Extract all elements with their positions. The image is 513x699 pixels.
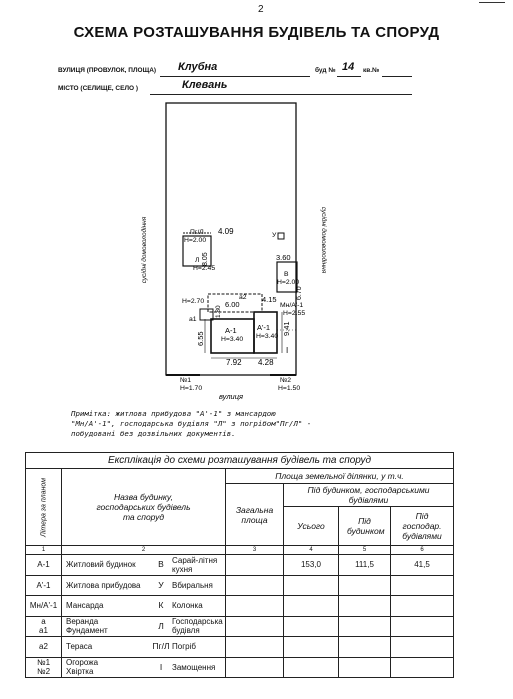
col-name-header: Назва будинку, господарських будівель та споруд [62, 469, 226, 546]
table-row [26, 616, 454, 637]
row-code: Мн/А'-1 [26, 596, 62, 617]
col-total-header: Загальна площа [226, 484, 284, 546]
row-code: №1 №2 [26, 657, 62, 678]
row-house [339, 616, 391, 637]
label-h340b: Н=3.40 [256, 333, 279, 340]
street-label: ВУЛИЦЯ (ПРОВУЛОК, ПЛОЩА) [58, 67, 157, 74]
row-all [284, 596, 339, 617]
row-farm [391, 637, 454, 658]
label-v: В [284, 271, 289, 278]
page-number: 2 [258, 4, 264, 15]
label-409: 4.09 [218, 227, 234, 236]
col-under-house-header: Під будинком [339, 507, 391, 546]
row-name: Веранда Фундамент Л Господарська будівля [62, 616, 226, 637]
label-600: 6.00 [225, 300, 240, 309]
label-h150: Н=1.50 [278, 385, 301, 392]
col-num: 4 [284, 546, 339, 555]
label-a1-small: а1 [189, 316, 197, 323]
label-h200a: Н=2.00 [184, 237, 207, 244]
apartment-label: кв.№ [363, 67, 380, 74]
col-under-farm-header: Під господар. будівлями [391, 507, 454, 546]
label-655: 6.55 [196, 331, 205, 346]
row-house [339, 637, 391, 658]
label-i: I [286, 346, 289, 355]
row-farm [391, 575, 454, 596]
row-farm [391, 596, 454, 617]
label-792: 7.92 [226, 358, 242, 367]
label-805: 8.05 [202, 252, 209, 266]
city-value: Клевань [182, 79, 228, 91]
table-row [26, 575, 454, 596]
label-u: У [272, 232, 277, 239]
label-h340a: Н=3.40 [221, 336, 244, 343]
label-h170: Н=1.70 [180, 385, 203, 392]
note-line-1: Примітка: житлова прибудова "А'-1" з мансардою [71, 409, 276, 418]
label-h200b: Н=2.00 [277, 279, 300, 286]
row-code: а а1 [26, 616, 62, 637]
row-all [284, 637, 339, 658]
city-label: МІСТО (СЕЛИЩЕ, СЕЛО ) [58, 85, 139, 92]
table-row [26, 555, 454, 576]
label-n2: №2 [280, 377, 292, 384]
explication-table [25, 452, 454, 678]
col-num: 3 [226, 546, 284, 555]
street-value: Клубна [178, 61, 218, 73]
col-num: 6 [391, 546, 454, 555]
row-all [284, 616, 339, 637]
row-total [226, 575, 284, 596]
row-all [284, 657, 339, 678]
label-670: 6.70 [296, 286, 303, 300]
building-label: буд № [315, 67, 336, 74]
toilet-u [278, 233, 284, 239]
label-pg-l: Пг/Л [190, 229, 204, 236]
row-total [226, 555, 284, 576]
label-360: 3.60 [276, 253, 291, 262]
note-line-2: "Мн/А'-1", господарська будівля "Л" з погрібом"Пг/Л" - [71, 419, 312, 428]
row-name: Мансарда К Колонка [62, 596, 226, 617]
table-title: Експлікація до схеми розташування будівель та споруд [26, 453, 454, 469]
label-mn-a1: Мн/А'-1 [280, 302, 304, 309]
col-letter-header: Літера за планом [26, 469, 62, 546]
label-h245: Н=2.45 [193, 265, 216, 272]
row-total [226, 657, 284, 678]
row-code: А-1 [26, 555, 62, 576]
row-farm [391, 657, 454, 678]
row-total [226, 596, 284, 617]
table-row [26, 637, 454, 658]
row-name: Огорожа Хвіртка І Замощення [62, 657, 226, 678]
row-total [226, 637, 284, 658]
table-row [26, 596, 454, 617]
neighbor-right-label: сусідні домоволодіння [320, 206, 327, 274]
neighbor-left-label: сусідні домоволодіння [141, 216, 148, 284]
row-house [339, 657, 391, 678]
row-all [284, 575, 339, 596]
note-line-3: побудовані без дозвільних документів. [71, 429, 236, 438]
label-l: Л [195, 257, 200, 264]
label-n1: №1 [180, 377, 192, 384]
row-house: 111,5 [339, 555, 391, 576]
col-all-header: Усього [284, 507, 339, 546]
label-h270: Н=2.70 [182, 298, 205, 305]
row-code: а2 [26, 637, 62, 658]
col-num: 2 [62, 546, 226, 555]
row-farm: 41,5 [391, 555, 454, 576]
label-a2: а2 [239, 294, 247, 301]
label-a1p: А'-1 [257, 323, 271, 332]
street-label-plan: вулиця [218, 392, 244, 401]
label-415: 4.15 [262, 295, 277, 304]
row-house [339, 596, 391, 617]
row-farm [391, 616, 454, 637]
col-num: 5 [339, 546, 391, 555]
row-total [226, 616, 284, 637]
row-code: А'-1 [26, 575, 62, 596]
row-name: Тераса Пг/Л Погріб [62, 637, 226, 658]
table-row [26, 657, 454, 678]
col-num: 1 [26, 546, 62, 555]
label-180: 1.80 [215, 305, 222, 318]
row-all: 153,0 [284, 555, 339, 576]
label-941: 9.41 [282, 321, 291, 336]
row-name: Житлова прибудова У Вбиральня [62, 575, 226, 596]
page-title: СХЕМА РОЗТАШУВАННЯ БУДІВЕЛЬ ТА СПОРУД [73, 24, 440, 41]
label-a1-main: А-1 [225, 326, 237, 335]
col-area-group-header: Площа земельної ділянки, у т.ч. [226, 469, 454, 484]
label-428: 4.28 [258, 358, 274, 367]
label-h255: Н=2.55 [283, 310, 306, 317]
building-value: 14 [342, 61, 355, 73]
row-house [339, 575, 391, 596]
col-under-group-header: Під будинком, господарськими будівлями [284, 484, 454, 507]
row-name: Житловий будинок В Сарай-літня кухня [62, 555, 226, 576]
